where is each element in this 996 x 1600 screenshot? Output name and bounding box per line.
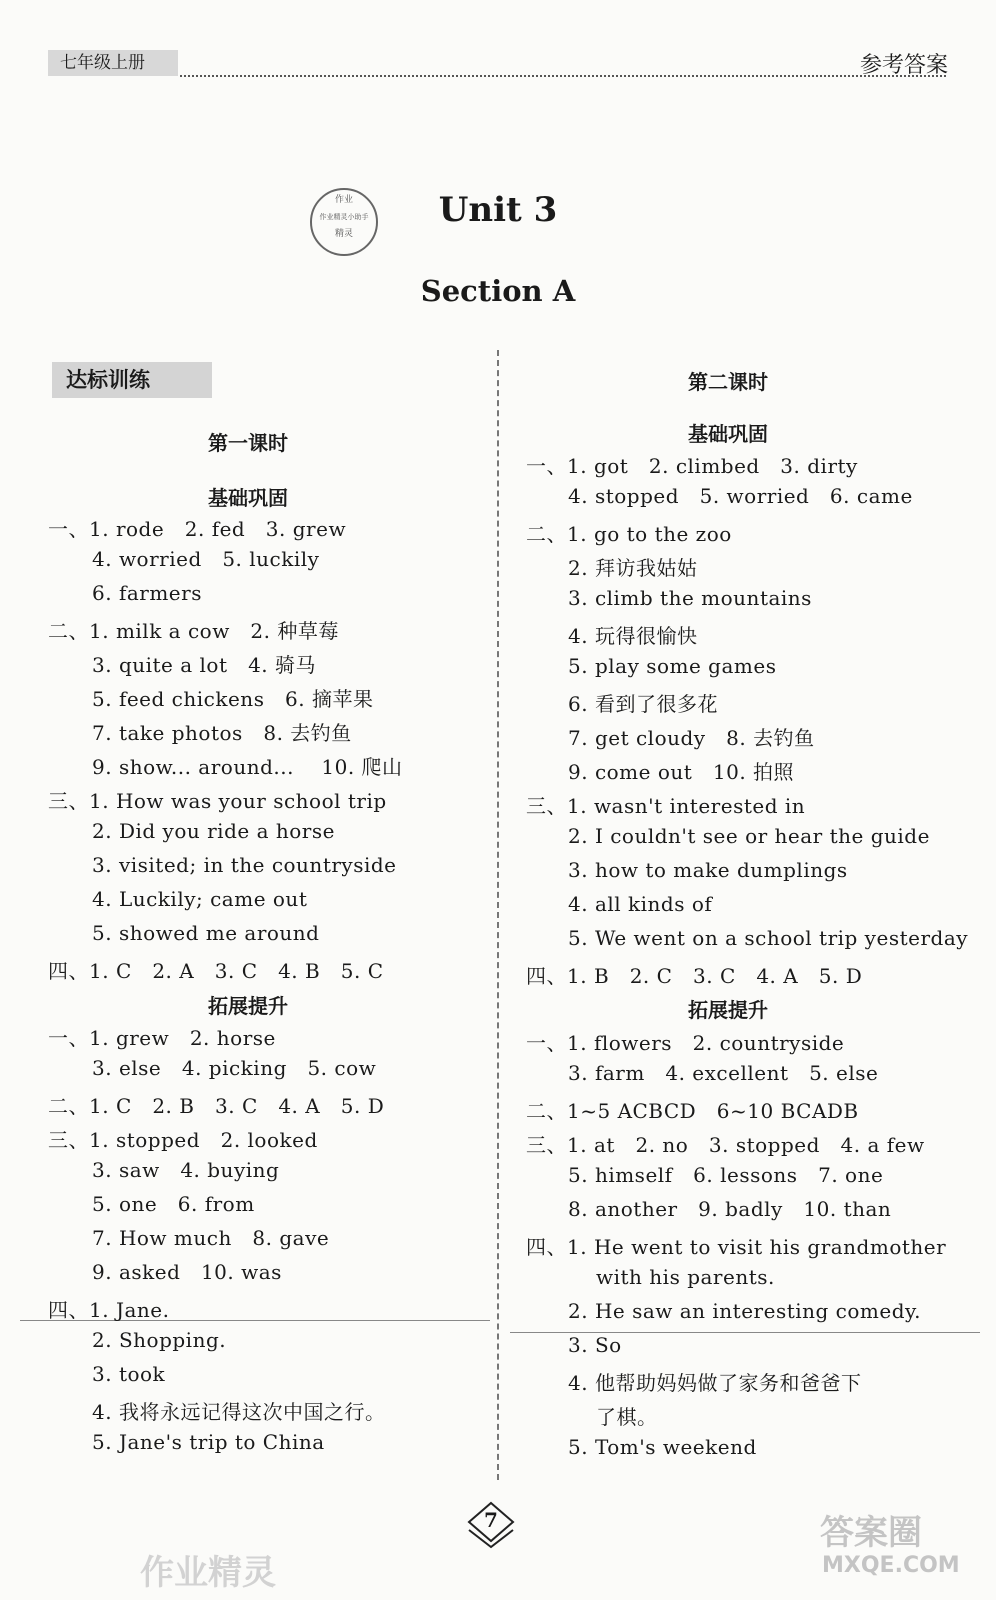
page-number: 7 — [484, 1508, 498, 1532]
section-title: Section A — [420, 274, 576, 308]
left-lesson-heading: 第一课时 — [208, 431, 288, 455]
page-number-badge — [466, 1500, 516, 1550]
watermark-brand: 答案圈 — [820, 1513, 922, 1553]
answer-line: 4. stopped 5. worried 6. came — [568, 484, 913, 508]
answer-line: 四、1. Jane. — [48, 1298, 170, 1322]
answer-line: 4. Luckily; came out — [92, 887, 308, 911]
answer-line: 四、1. He went to visit his grandmother — [526, 1235, 947, 1259]
answer-line: 4. 我将永远记得这次中国之行。 — [92, 1400, 386, 1424]
answer-line: 2. He saw an interesting comedy. — [568, 1299, 922, 1323]
answer-line: 2. 拜访我姑姑 — [568, 556, 698, 580]
answer-line: 二、1. C 2. B 3. C 4. A 5. D — [48, 1094, 385, 1118]
answer-line: 四、1. C 2. A 3. C 4. B 5. C — [48, 959, 384, 983]
answer-line: 3. climb the mountains — [568, 586, 812, 610]
answer-line: 2. Shopping. — [92, 1328, 227, 1352]
answer-line: 9. show... around... 10. 爬山 — [92, 755, 403, 779]
stamp-text-3: 精灵 — [334, 229, 353, 239]
stamp-text-2: 作业精灵小助手 — [319, 213, 369, 221]
answer-line: 三、1. stopped 2. looked — [48, 1128, 318, 1152]
answer-line: 一、1. got 2. climbed 3. dirty — [526, 454, 858, 478]
watermark-url: MXQE.COM — [822, 1553, 960, 1578]
header-rule — [180, 75, 946, 77]
grade-label: 七年级上册 — [48, 50, 178, 76]
answer-line: 7. take photos 8. 去钓鱼 — [92, 721, 352, 745]
left-extend-heading: 拓展提升 — [208, 994, 288, 1018]
answer-line: 8. another 9. badly 10. than — [568, 1197, 892, 1221]
answer-line: 四、1. B 2. C 3. C 4. A 5. D — [526, 964, 863, 988]
answer-line: 5. Jane's trip to China — [92, 1430, 325, 1454]
stamp-text-1: 作业 — [334, 195, 353, 205]
answer-line: 二、1. go to the zoo — [526, 522, 732, 546]
answer-line: 三、1. wasn't interested in — [526, 794, 806, 818]
answer-line: with his parents. — [596, 1265, 775, 1289]
answer-line: 5. one 6. from — [92, 1192, 255, 1216]
answer-line: 一、1. rode 2. fed 3. grew — [48, 517, 347, 541]
answer-line: 3. took — [92, 1362, 166, 1386]
answer-line: 3. else 4. picking 5. cow — [92, 1056, 377, 1080]
left-basic-heading: 基础巩固 — [208, 486, 288, 510]
answer-line: 二、1. milk a cow 2. 种草莓 — [48, 619, 339, 643]
answer-line: 6. 看到了很多花 — [568, 692, 718, 716]
answer-line: 4. 玩得很愉快 — [568, 624, 698, 648]
answer-line: 3. So — [568, 1333, 622, 1357]
answer-line: 9. come out 10. 拍照 — [568, 760, 795, 784]
right-basic-heading: 基础巩固 — [688, 422, 768, 446]
answer-line: 3. saw 4. buying — [92, 1158, 280, 1182]
column-divider — [497, 350, 499, 1480]
unit-title: Unit 3 — [438, 190, 558, 230]
answer-line: 一、1. grew 2. horse — [48, 1026, 276, 1050]
answer-line: 5. himself 6. lessons 7. one — [568, 1163, 884, 1187]
watermark-bottom: 作业精灵 — [140, 1553, 276, 1593]
answer-line: 2. I couldn't see or hear the guide — [568, 824, 930, 848]
header-answer-label: 参考答案 — [859, 53, 948, 78]
answer-line: 了棋。 — [596, 1405, 658, 1429]
right-lesson-heading: 第二课时 — [688, 370, 768, 394]
answer-line: 4. all kinds of — [568, 892, 713, 916]
answer-line: 9. asked 10. was — [92, 1260, 282, 1284]
answer-line: 一、1. flowers 2. countryside — [526, 1031, 845, 1055]
answer-line: 5. Tom's weekend — [568, 1435, 757, 1459]
answer-line: 三、1. How was your school trip — [48, 789, 387, 813]
answer-line: 3. farm 4. excellent 5. else — [568, 1061, 879, 1085]
answer-line: 4. 他帮助妈妈做了家务和爸爸下 — [568, 1371, 862, 1395]
answer-line: 7. How much 8. gave — [92, 1226, 330, 1250]
answer-line: 二、1~5 ACBCD 6~10 BCADB — [526, 1099, 859, 1123]
answer-line: 三、1. at 2. no 3. stopped 4. a few — [526, 1133, 925, 1157]
answer-line: 5. feed chickens 6. 摘苹果 — [92, 687, 374, 711]
right-extend-heading: 拓展提升 — [688, 998, 768, 1022]
answer-line: 2. Did you ride a horse — [92, 819, 335, 843]
answer-line: 6. farmers — [92, 581, 202, 605]
answer-line: 5. showed me around — [92, 921, 320, 945]
answer-line: 3. quite a lot 4. 骑马 — [92, 653, 317, 677]
answer-line: 5. We went on a school trip yesterday — [568, 926, 969, 950]
answer-line: 3. visited; in the countryside — [92, 853, 397, 877]
answer-line: 7. get cloudy 8. 去钓鱼 — [568, 726, 815, 750]
answer-line: 4. worried 5. luckily — [92, 547, 320, 571]
practice-badge: 达标训练 — [52, 362, 212, 398]
answer-line: 3. how to make dumplings — [568, 858, 848, 882]
answer-line: 5. play some games — [568, 654, 777, 678]
